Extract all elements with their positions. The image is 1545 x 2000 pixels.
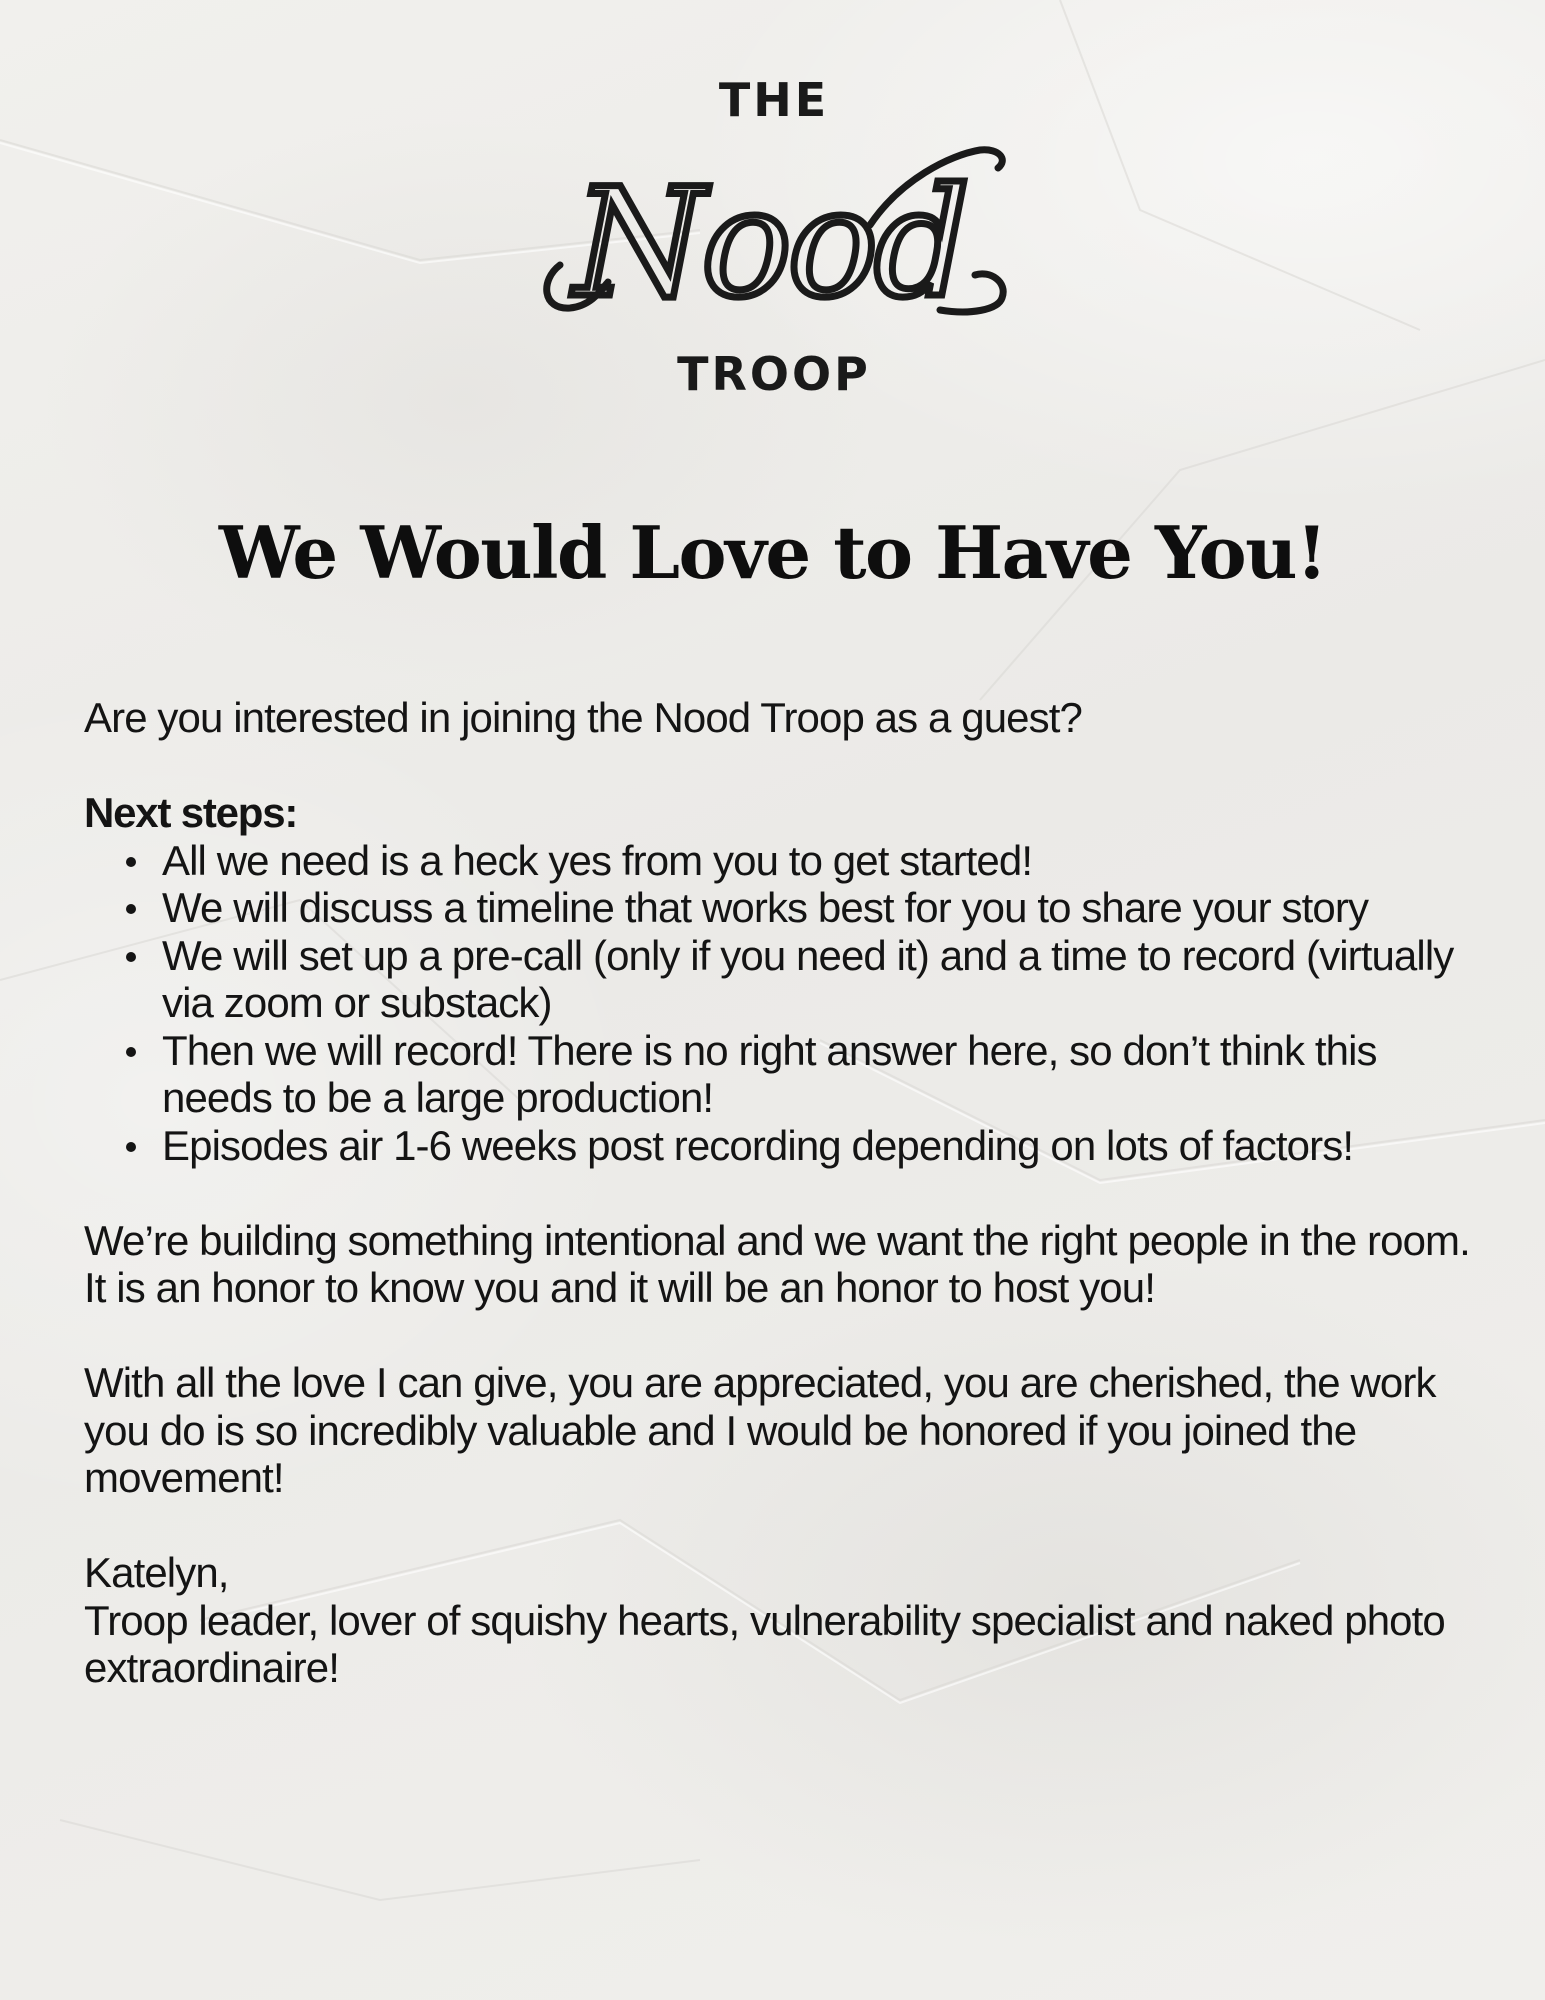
next-steps-heading: Next steps: (84, 789, 298, 836)
list-item: Then we will record! There is no right answer here, so don’t think this needs to be a large production! (162, 1027, 1484, 1122)
spacer (84, 1169, 1484, 1217)
spacer (84, 1312, 1484, 1360)
signature-name: Katelyn, (84, 1549, 229, 1596)
list-item: We will set up a pre-call (only if you need it) and a time to record (virtually via zoom or substack) (162, 932, 1484, 1027)
nood-troop-logo (520, 60, 1020, 400)
paragraph-appreciation: With all the love I can give, you are appreciated, you are cherished, the work you do is so incredibly valuable and I would be honored if you joined the movement! (84, 1359, 1436, 1501)
list-item: All we need is a heck yes from you to get started! (162, 837, 1484, 885)
page-title: We Would Love to Have You! (218, 510, 1327, 595)
logo-troop-text: TROOP (677, 347, 871, 400)
intro-question: Are you interested in joining the Nood Troop as a guest? (84, 694, 1082, 741)
logo-the-text: THE (718, 73, 830, 127)
logo-script-text: Nood (574, 157, 966, 331)
letter-body (84, 694, 1484, 1692)
spacer (84, 1502, 1484, 1550)
spacer (84, 742, 1484, 790)
paragraph-intentional: We’re building something intentional and we want the right people in the room. It is an honor to know you and it will be an honor to host you! (84, 1216, 1470, 1311)
next-steps-list (84, 837, 1484, 1170)
list-item: Episodes air 1-6 weeks post recording depending on lots of factors! (162, 1122, 1484, 1170)
list-item: We will discuss a timeline that works best for you to share your story (162, 884, 1484, 932)
signature-title: Troop leader, lover of squishy hearts, vulnerability specialist and naked photo extraordinaire! (84, 1596, 1445, 1691)
